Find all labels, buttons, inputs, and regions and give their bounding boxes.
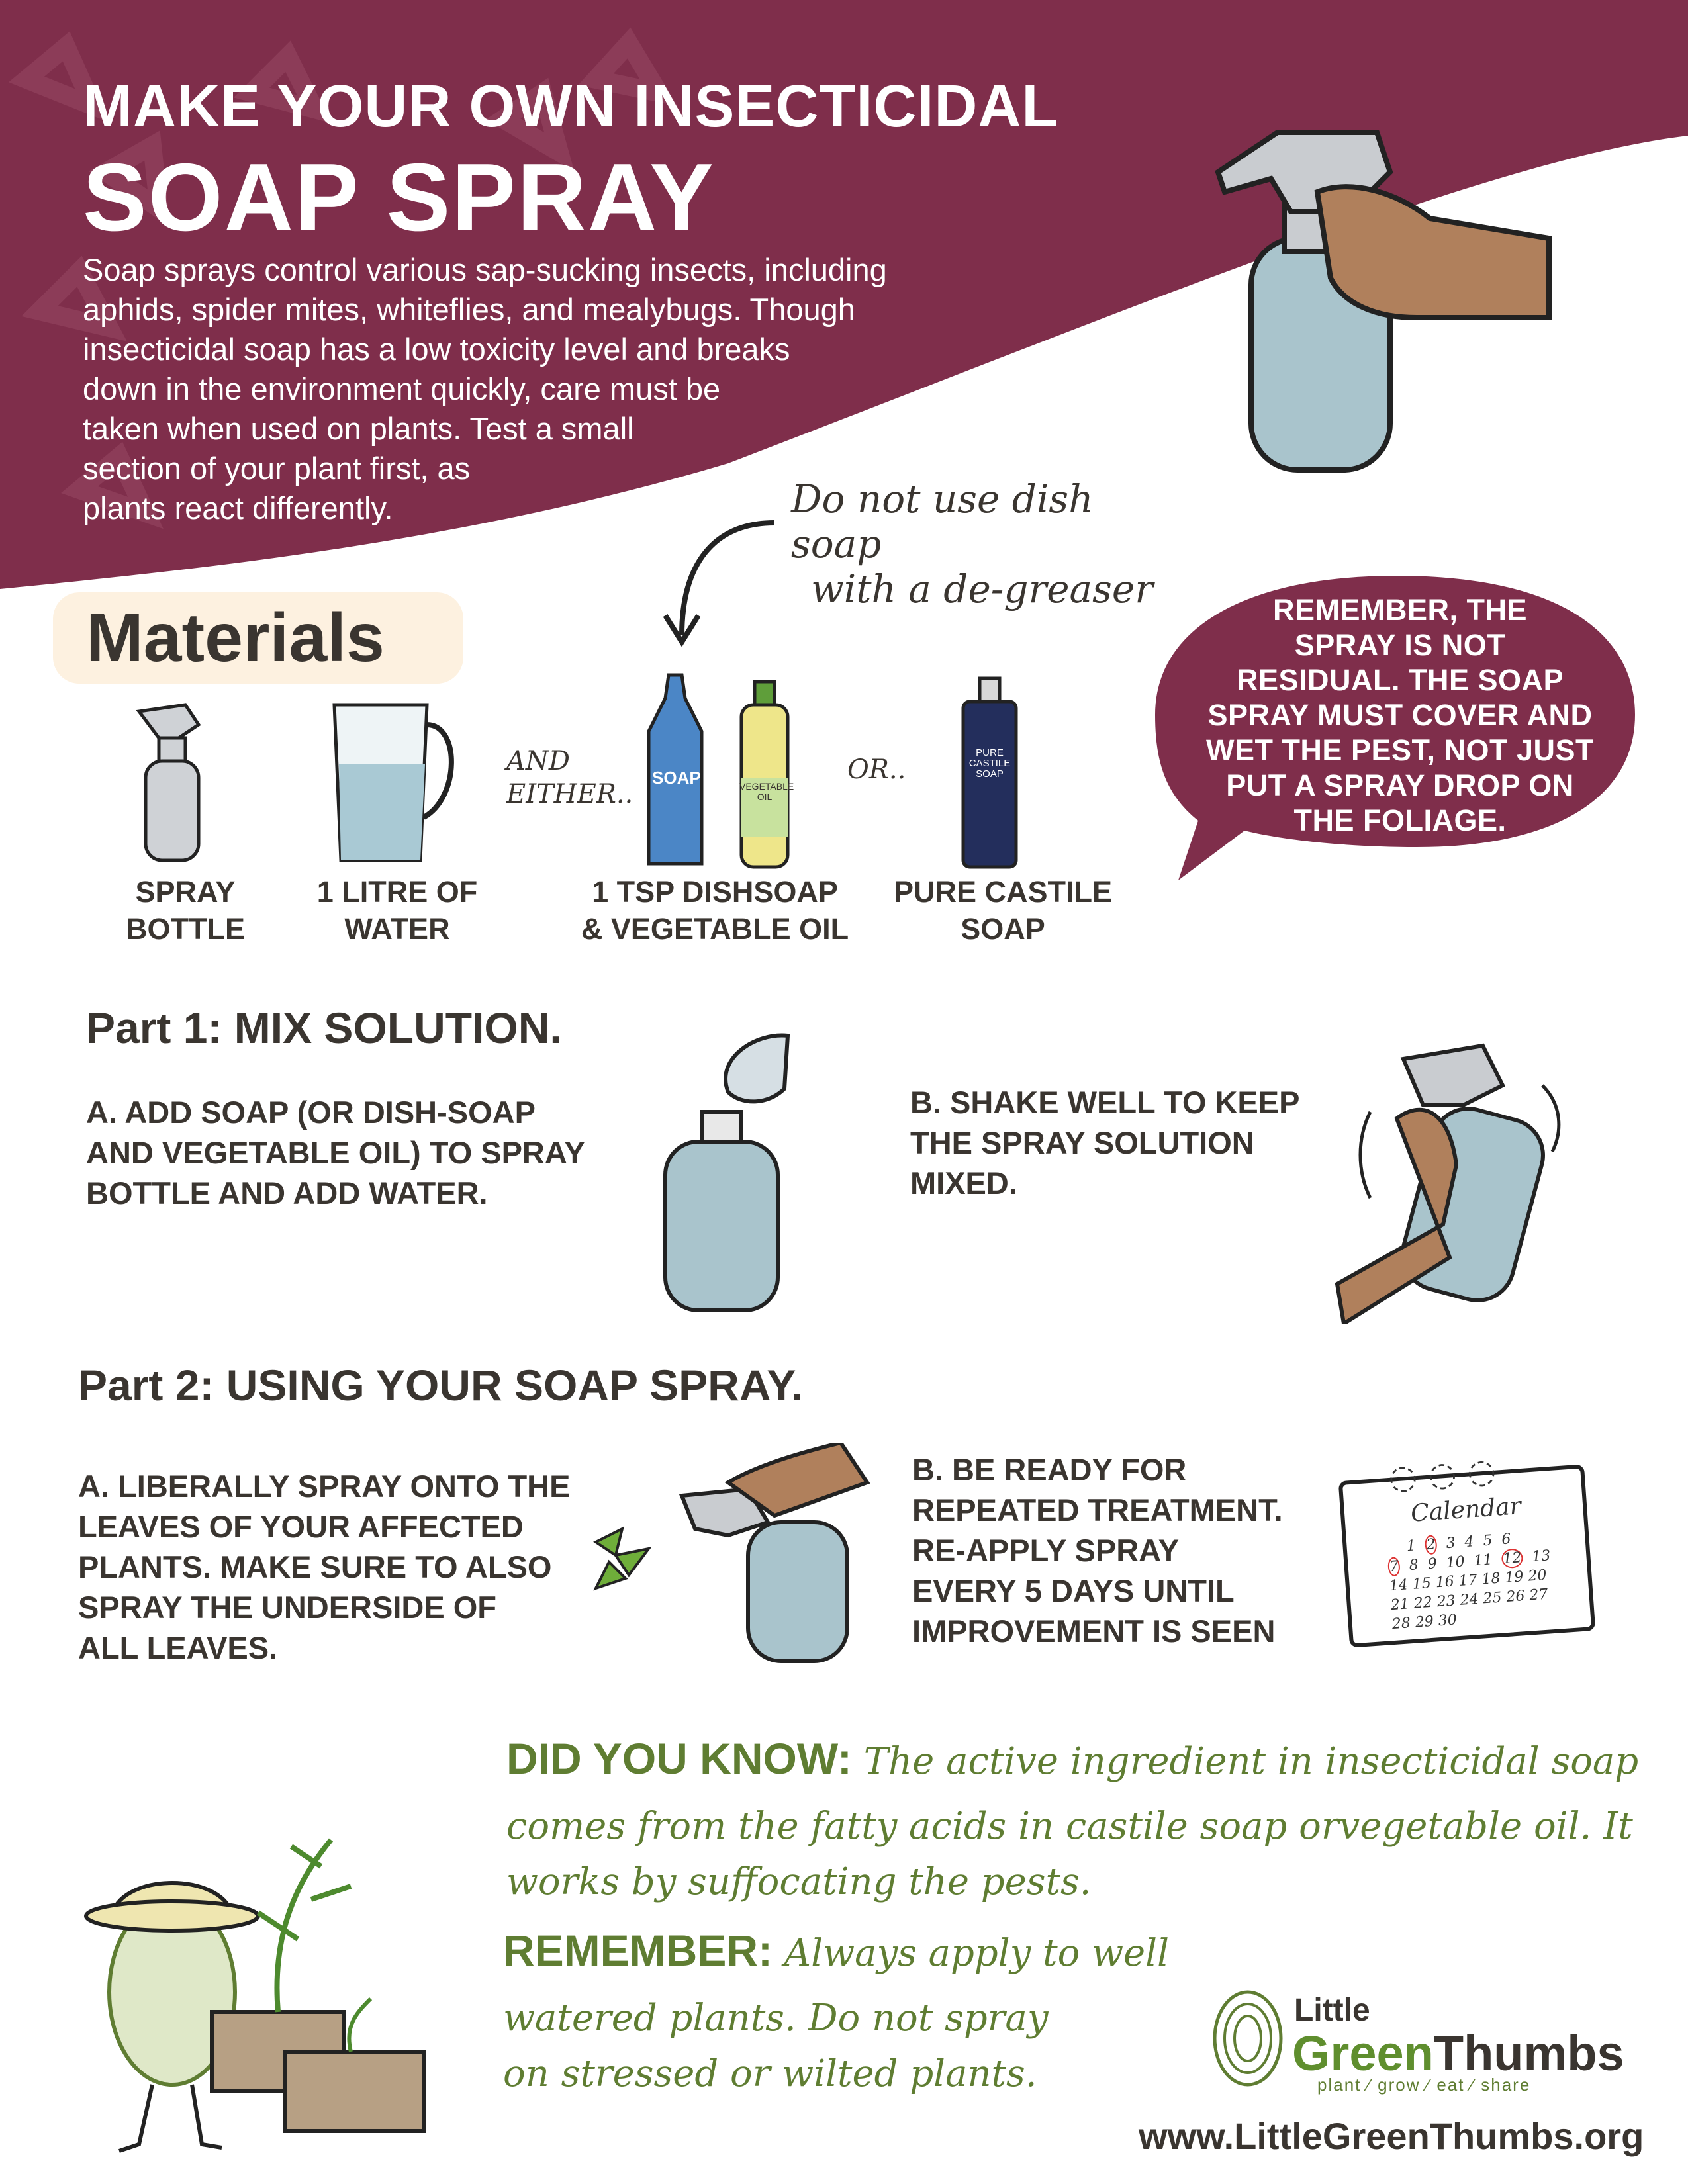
intro-line: plants react differently. <box>83 490 393 525</box>
vegetable-oil-bottle-icon <box>735 678 794 870</box>
intro-line: down in the environment quickly, care must be <box>83 371 721 406</box>
and-either-text <box>506 745 633 811</box>
material-label-line: PURE CASTILE <box>893 875 1113 909</box>
material-label-line: SOAP <box>961 912 1045 946</box>
dish-note-line1: Do not use dish soap <box>791 477 1094 567</box>
website-link[interactable]: www.LittleGreenThumbs.org <box>1139 2115 1644 2157</box>
part1-title: MIX SOLUTION. <box>234 1003 562 1052</box>
material-label-line: WATER <box>344 912 450 946</box>
thumb-gardener-illustration <box>60 1800 437 2164</box>
material-label-line: & VEGETABLE OIL <box>581 912 849 946</box>
material-label-line: 1 LITRE OF <box>316 875 478 909</box>
material-label-castile <box>887 874 1119 948</box>
and-text: AND <box>506 746 570 776</box>
remember-text: Always apply to well <box>773 1932 1169 1975</box>
castile-label-line1: PURE <box>976 747 1004 758</box>
pouring-soap-into-bottle-illustration <box>655 1032 808 1317</box>
remember-text: watered plants. Do not spray <box>503 1997 1049 2040</box>
castile-label <box>966 748 1013 780</box>
part2-title: USING YOUR SOAP SPRAY. <box>226 1361 804 1410</box>
bubble-line: PUT A SPRAY DROP ON <box>1226 768 1574 802</box>
bubble-line: RESIDUAL. THE SOAP <box>1236 663 1564 697</box>
remember-block <box>503 1923 1231 2102</box>
calendar-title: Calendar <box>1409 1492 1523 1527</box>
bubble-line: SPRAY MUST COVER AND <box>1207 698 1593 732</box>
oil-label-line1: VEGETABLE <box>739 781 794 792</box>
did-you-know-block <box>506 1731 1639 1910</box>
step-line: PLANTS. MAKE SURE TO ALSO <box>78 1549 552 1584</box>
oil-label-line2: OIL <box>757 792 773 802</box>
bubble-line: WET THE PEST, NOT JUST <box>1205 733 1595 767</box>
dyk-text: The active ingredient in insecticidal soap <box>851 1740 1639 1783</box>
step-line: A. LIBERALLY SPRAY ONTO THE <box>78 1469 571 1504</box>
step-line: MIXED. <box>910 1165 1017 1201</box>
dyk-text: works by suffocating the pests. <box>506 1860 1092 1903</box>
remember-text: on stressed or wilted plants. <box>503 2052 1037 2095</box>
castile-label-line2: CASTILE <box>968 758 1011 769</box>
dish-soap-note <box>791 477 1162 612</box>
oil-label <box>739 781 794 802</box>
part2-heading <box>78 1360 803 1410</box>
step-line: REPEATED TREATMENT. <box>912 1492 1283 1527</box>
curved-arrow-icon <box>655 510 788 655</box>
step-line: ALL LEAVES. <box>78 1630 278 1665</box>
did-you-know-heading: DID YOU KNOW: <box>506 1734 852 1783</box>
part2-prefix: Part 2: <box>78 1361 226 1410</box>
calendar-row: 21 22 23 24 25 26 27 <box>1390 1586 1549 1614</box>
calendar-row: 1 2 3 4 5 6 <box>1405 1531 1512 1555</box>
part1-prefix: Part 1: <box>86 1003 234 1052</box>
castile-label-line3: SOAP <box>976 768 1004 780</box>
part1-heading <box>86 1003 562 1053</box>
measuring-jug-icon <box>328 698 460 867</box>
remember-heading: REMEMBER: <box>503 1926 773 1975</box>
intro-line: Soap sprays control various sap-sucking insects, including <box>83 252 887 287</box>
step-line: RE-APPLY SPRAY <box>912 1533 1180 1568</box>
either-text: EITHER.. <box>506 779 633 809</box>
calendar-grid <box>1386 1527 1556 1634</box>
part1-step-a <box>86 1092 585 1213</box>
calendar-row: 7 8 9 10 11 12 13 <box>1387 1546 1551 1576</box>
bubble-line: REMEMBER, THE <box>1272 593 1527 627</box>
spraying-leaves-illustration <box>576 1443 874 1668</box>
step-line: A. ADD SOAP (OR DISH-SOAP <box>86 1095 536 1130</box>
shaking-bottle-illustration <box>1331 1032 1589 1324</box>
step-line: AND VEGETABLE OIL) TO SPRAY <box>86 1135 585 1170</box>
spray-bottle-icon <box>126 698 218 867</box>
intro-line: taken when used on plants. Test a small <box>83 411 634 446</box>
part2-step-a <box>78 1466 570 1668</box>
reminder-bubble-text <box>1185 592 1615 838</box>
step-line: IMPROVEMENT IS SEEN <box>912 1614 1276 1649</box>
title-line-1: MAKE YOUR OWN INSECTICIDAL <box>83 73 1059 140</box>
calendar-illustration <box>1338 1451 1596 1647</box>
logo-green-word: Green <box>1292 2026 1434 2081</box>
material-label-line: SPRAY <box>135 875 236 909</box>
dish-note-line2: with a de-greaser <box>811 567 1153 612</box>
step-line: B. SHAKE WELL TO KEEP <box>910 1085 1300 1120</box>
step-line: LEAVES OF YOUR AFFECTED <box>78 1509 524 1544</box>
hand-holding-spray-bottle-illustration <box>1178 119 1589 490</box>
calendar-row: 28 29 30 <box>1391 1612 1458 1633</box>
intro-line: insecticidal soap has a low toxicity level and breaks <box>83 332 790 367</box>
material-label-line: BOTTLE <box>126 912 245 946</box>
logo-little-text: Little <box>1294 1993 1370 2028</box>
step-line: THE SPRAY SOLUTION <box>910 1125 1254 1160</box>
dyk-line <box>506 1731 1639 1799</box>
step-line: SPRAY THE UNDERSIDE OF <box>78 1590 497 1625</box>
thumbprint-logo-icon <box>1205 1985 1291 2091</box>
logo-tagline: plant ⁄ grow ⁄ eat ⁄ share <box>1317 2075 1531 2095</box>
calendar-ring-icon: ◌ ◌ ◌ <box>1387 1451 1497 1497</box>
materials-title: Materials <box>86 600 385 676</box>
or-text: OR.. <box>847 754 906 785</box>
logo-greenthumbs-text <box>1292 2025 1624 2081</box>
bubble-line: THE FOLIAGE. <box>1293 803 1507 837</box>
material-label-dishsoap-oil <box>576 874 854 948</box>
logo-thumbs-word: Thumbs <box>1433 2026 1624 2081</box>
material-label-spray-bottle <box>99 874 271 948</box>
calendar-row: 14 15 16 17 18 19 20 <box>1389 1567 1548 1595</box>
intro-line: aphids, spider mites, whiteflies, and mealybugs. Though <box>83 292 855 327</box>
soap-label: SOAP <box>652 768 701 788</box>
part2-step-b <box>912 1449 1283 1651</box>
step-line: B. BE READY FOR <box>912 1452 1187 1487</box>
intro-line: section of your plant first, as <box>83 451 471 486</box>
title-line-2: SOAP SPRAY <box>83 144 715 251</box>
step-line: BOTTLE AND ADD WATER. <box>86 1175 488 1210</box>
step-line: EVERY 5 DAYS UNTIL <box>912 1573 1235 1608</box>
bubble-line: SPRAY IS NOT <box>1294 628 1506 662</box>
part1-step-b <box>910 1082 1299 1203</box>
material-label-line: 1 TSP DISHSOAP <box>592 875 838 909</box>
remember-line <box>503 1923 1231 1991</box>
material-label-water <box>305 874 490 948</box>
dyk-text: comes from the fatty acids in castile soap orvegetable oil. It <box>506 1805 1633 1848</box>
